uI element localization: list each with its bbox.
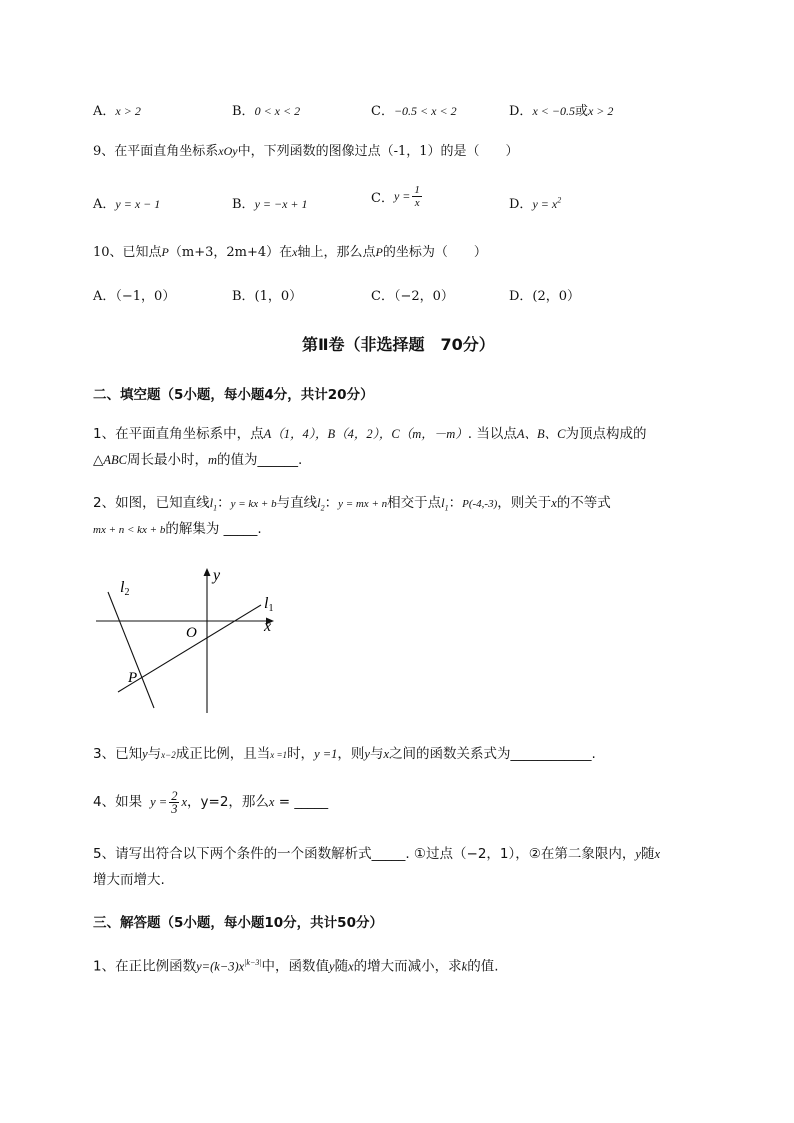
option-expr: −0.5 < x < 2 (393, 104, 457, 118)
q10-option-d: D．(2，0） (509, 289, 581, 304)
option-expr: y = −x + 1 (254, 197, 308, 211)
fill1-vertices: A、B、C (516, 427, 566, 441)
part2-title: 第Ⅱ卷（非选择题 70分） (302, 335, 495, 354)
line-l1 (118, 605, 261, 692)
fill3-x-equals-1: x =1 (270, 750, 288, 760)
fill4-numerator: 2 (171, 788, 178, 803)
fill2-var-x: x (551, 496, 557, 510)
option-expr: 0 < x < 2 (254, 104, 301, 118)
fill3-text-c: 成正比例，且当 (175, 746, 271, 762)
fill2-text-2b: 的解集为 _____. (165, 521, 262, 537)
fill3-x-minus-2: x−2 (161, 750, 176, 760)
fill2-l2: l (317, 496, 321, 510)
q10-text-3: 轴上，那么点 (297, 245, 376, 260)
q10-var-p2: P (375, 245, 383, 259)
solve1-var-y: y (329, 959, 335, 974)
section-fill-title: 二、填空题（5小题，每小题4分，共计20分） (93, 387, 374, 403)
fraction-numerator: 1 (414, 184, 420, 196)
section-solve-title: 三、解答题（5小题，每小题10分，共计50分） (93, 915, 383, 931)
fill3-var-x: x (383, 747, 390, 761)
option-letter: D． (509, 104, 533, 119)
q10-text-2: （m+3，2m+4）在 (168, 245, 293, 260)
fill5-text-1b: 随 (640, 846, 655, 862)
fill2-l1b: l (441, 496, 445, 510)
q10-option-c: C．（−2，0） (371, 289, 454, 304)
option-expr: y = x − 1 (115, 197, 161, 211)
q9-option-c (371, 184, 424, 209)
fill1-triangle-name: ABC (103, 453, 127, 467)
fill2-text-e: 相交于点 (387, 495, 442, 511)
fill3-text-g: 之间的函数关系式为____________. (389, 746, 596, 762)
fill2-eq2: y = mx + n (338, 498, 388, 510)
option-expr-lhs: y = (393, 189, 411, 203)
fill3-text-e: ，则 (337, 746, 365, 762)
option-connector: 或 (574, 104, 588, 119)
q10-option-b: B．(1，0） (232, 289, 303, 304)
q8-option-a (93, 100, 141, 119)
q9-option-a (93, 193, 160, 212)
fill2-l2-sub: 2 (320, 503, 325, 513)
fill4-line (93, 789, 328, 815)
solve1-text-b: 中，函数值 (261, 958, 330, 975)
solve1-text-d: 的增大而减小，求 (353, 958, 462, 975)
fill4-denominator: 3 (171, 801, 178, 816)
fill1-text-e: 为顶点构成的 (565, 426, 647, 442)
fill1-var-m: m (208, 453, 218, 467)
fill3-text-a: 3、已知 (93, 746, 143, 762)
fill3-var-y2: y (364, 747, 370, 761)
y-axis-arrow-icon (204, 568, 211, 576)
solve1-var-x: x (348, 959, 354, 974)
fill5-line1 (93, 841, 660, 867)
solve1-function: y=(k−3)x (196, 959, 245, 974)
solve1-exponent: |k−3| (244, 958, 262, 967)
q10-text-4: 的坐标为（ ） (382, 245, 487, 260)
q10-var-p: P (161, 245, 169, 259)
fill3-y-equals-1: y =1 (314, 747, 338, 761)
fraction-denominator: x (414, 197, 420, 209)
fill3-var-y: y (142, 747, 148, 761)
fill1-line1 (93, 421, 646, 447)
fill4-text-c: = _____ (274, 794, 329, 810)
fill5-line2: 增大而增大. (93, 872, 165, 888)
label-l1-sub: 1 (268, 603, 274, 614)
label-origin: O (186, 625, 197, 641)
option-letter: B． (232, 104, 255, 119)
fill4-var-x2: x (268, 795, 275, 809)
q9-stem-var: xOy (218, 144, 238, 158)
fill4-fraction (169, 790, 179, 815)
label-l2-letter: l (120, 579, 125, 596)
option-letter: D． (509, 197, 533, 212)
fill2-l1-sub: 1 (213, 503, 218, 513)
q10-text-1: 10、已知点 (93, 245, 162, 260)
q8-option-b (232, 100, 300, 119)
solve1-var-k: k (461, 959, 468, 974)
fill5-var-x: x (654, 847, 660, 861)
label-l1-letter: l (264, 595, 269, 612)
fill3-line (93, 741, 596, 768)
label-l2-sub: 2 (124, 587, 130, 598)
q10-option-a: A．（−1，0） (93, 289, 176, 304)
fill5-text-1: 5、请写出符合以下两个条件的一个函数解析式_____. ①过点（−2，1），②在第二象限内， (93, 846, 636, 862)
q8-option-d (509, 100, 613, 119)
label-y: y (213, 567, 221, 584)
solve1-text-c: 随 (334, 958, 349, 975)
fill1-text-2e: 的值为______. (217, 452, 303, 468)
fill4-lhs: y = (150, 795, 168, 809)
fill2-colon: ： (217, 495, 231, 511)
option-exponent: 2 (557, 195, 562, 205)
fill2-colon-3: ： (448, 495, 463, 511)
fill1-line2 (93, 447, 302, 473)
q9-stem (93, 142, 519, 161)
fill2-text-g: ，则关于 (497, 495, 552, 511)
fill2-text-h: 的不等式 (556, 495, 611, 511)
q9-stem-text-2: 中，下列函数的图像过点（-1，1）的是（ ） (237, 144, 519, 159)
solve1-text-a: 1、在正比例函数 (93, 958, 197, 975)
fill2-line2 (93, 516, 262, 543)
fill2-l1: l (209, 496, 214, 510)
fill4-text-b: ，y=2，那么 (187, 794, 269, 810)
fill5-var-y: y (635, 847, 641, 861)
fill1-text-a: 1、在平面直角坐标系中，点 (93, 426, 264, 442)
fill4-var-x: x (181, 795, 188, 809)
label-l2 (120, 579, 129, 598)
q10-var-x: x (292, 245, 298, 259)
label-p: P (128, 670, 138, 686)
fill4-text-a: 4、如果 (93, 794, 143, 810)
option-letter: B． (232, 197, 255, 212)
q10-stem (93, 243, 487, 262)
fill1-text-c: . 当以点 (467, 426, 517, 442)
q9-option-b (232, 193, 308, 212)
option-expr: x > 2 (115, 104, 141, 118)
q9-option-d (509, 193, 561, 212)
fill3-text-d: 时， (287, 746, 315, 762)
line-l2 (108, 592, 154, 708)
fill2-text-a: 2、如图，已知直线 (93, 495, 210, 511)
fill3-text-b: 与 (147, 746, 162, 762)
fill2-l1b-sub: 1 (444, 503, 449, 513)
fill1-text-2c: 周长最小时， (127, 452, 208, 468)
option-expr-2: x > 2 (587, 104, 614, 118)
coordinate-figure (90, 560, 290, 720)
solve1-text-e: 的值. (467, 958, 499, 975)
fill1-points: A（1，4），B（4，2），C（m，－m） (263, 427, 468, 441)
fill2-point: P(-4,-3) (462, 498, 498, 510)
fill2-eq1: y = kx + b (230, 498, 277, 510)
option-expr: y = x (532, 197, 558, 211)
triangle-symbol: △ (93, 452, 104, 468)
fill2-text-c: 与直线 (276, 495, 318, 511)
option-letter: C． (371, 191, 394, 206)
q8-option-c (371, 100, 457, 119)
option-letter: A． (93, 104, 116, 119)
fill2-colon-2: ： (324, 495, 339, 511)
fill2-inequality: mx + n < kx + b (93, 524, 166, 536)
option-expr: x < −0.5 (532, 104, 575, 118)
label-l1 (264, 595, 273, 614)
q9-stem-text-1: 9、在平面直角坐标系 (93, 144, 219, 159)
fill3-text-f: 与 (369, 746, 384, 762)
solve1-line (93, 950, 499, 980)
fraction (412, 184, 422, 209)
option-letter: A． (93, 197, 116, 212)
option-letter: C． (371, 104, 394, 119)
label-x: x (264, 618, 272, 635)
